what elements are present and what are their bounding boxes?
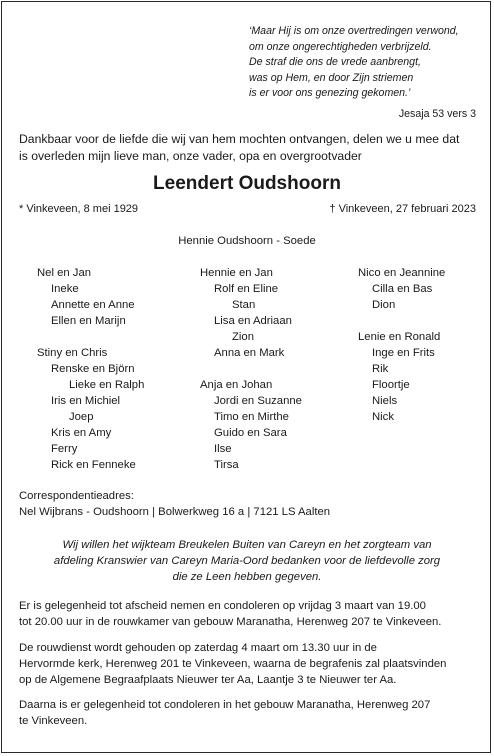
correspondence-address	[19, 488, 330, 520]
condolence-info	[19, 697, 430, 729]
info-line: De rouwdienst wordt gehouden op zaterdag 4 maart om 13.30 uur in de	[19, 642, 377, 654]
family-member: Zion	[232, 331, 254, 343]
family-couple: Anja en Johan	[200, 379, 273, 391]
family-member: Timo en Mirthe	[214, 411, 289, 423]
family-member: Inge en Frits	[372, 347, 435, 359]
info-line: op de Algemene Begraafplaats Nieuwer ter Aa, Laantje 3 te Nieuwer ter Aa.	[19, 674, 397, 686]
quote-line: is er voor ons genezing gekomen.’	[249, 87, 411, 99]
correspondence-line: Nel Wijbrans - Oudshoorn | Bolwerkweg 16 a | 7121 LS Aalten	[19, 506, 331, 518]
spacer	[37, 329, 144, 345]
quote-line: was op Hem, en door Zijn striemen	[249, 71, 414, 84]
deceased-name: Leendert Oudshoorn	[153, 173, 341, 194]
family-member: Rik	[372, 363, 389, 375]
thanks-line: die ze Leen hebben gegeven.	[172, 571, 322, 583]
family-member: Lieke en Ralph	[69, 379, 145, 391]
family-column-1	[37, 265, 144, 473]
family-member: Niels	[372, 395, 398, 407]
intro-text	[19, 131, 459, 165]
family-member: Anna en Mark	[214, 347, 285, 359]
family-member: Joep	[69, 411, 94, 423]
family-member: Lisa en Adriaan	[214, 315, 292, 327]
intro-line: is overleden mijn lieve man, onze vader, opa en overgrootvader	[19, 149, 362, 163]
family-column-3	[358, 265, 445, 425]
family-member: Cilla en Bas	[372, 283, 433, 295]
family-member: Jordi en Suzanne	[214, 395, 302, 407]
family-member: Ellen en Marijn	[51, 315, 126, 327]
thanks-text	[0, 537, 494, 585]
thanks-line: Wij willen het wijkteam Breukelen Buiten van Careyn en het zorgteam van	[62, 539, 432, 551]
family-member: Guido en Sara	[214, 427, 287, 439]
family-member: Stan	[232, 299, 256, 311]
widow-name: Hennie Oudshoorn - Soede	[178, 235, 316, 247]
death-info: † Vinkeveen, 27 februari 2023	[329, 203, 476, 215]
family-couple: Stiny en Chris	[37, 347, 108, 359]
intro-line: Dankbaar voor de liefde die wij van hem mochten ontvangen, delen we u mee dat	[19, 132, 460, 146]
family-member: Rolf en Eline	[214, 283, 279, 295]
farewell-info	[19, 598, 441, 630]
family-member: Ineke	[51, 283, 79, 295]
info-line: te Vinkeveen.	[19, 715, 88, 727]
quote-line: De straf die ons de vrede aanbrengt,	[249, 56, 421, 68]
family-couple: Nico en Jeannine	[358, 267, 446, 279]
info-line: Er is gelegenheid tot afscheid nemen en condoleren op vrijdag 3 maart van 19.00	[19, 600, 426, 612]
info-line: tot 20.00 uur in de rouwkamer van gebouw Maranatha, Herenweg 207 te Vinkeveen.	[19, 616, 442, 628]
bible-quote	[249, 24, 459, 102]
family-member: Nick	[372, 411, 394, 423]
family-member: Tirsa	[214, 459, 239, 471]
family-member: Dion	[372, 299, 396, 311]
family-couple: Nel en Jan	[37, 267, 92, 279]
info-line: Daarna is er gelegenheid tot condoleren in het gebouw Maranatha, Herenweg 207	[19, 699, 431, 711]
spacer	[358, 313, 445, 329]
quote-reference: Jesaja 53 vers 3	[398, 108, 476, 120]
family-member: Iris en Michiel	[51, 395, 121, 407]
family-member: Rick en Fenneke	[51, 459, 136, 471]
family-member: Kris en Amy	[51, 427, 112, 439]
quote-line: om onze ongerechtigheden verbrijzeld.	[249, 40, 432, 53]
family-member: Floortje	[372, 379, 410, 391]
family-member: Ferry	[51, 443, 78, 455]
spacer	[200, 361, 302, 377]
family-member: Renske en Björn	[51, 363, 135, 375]
quote-line: ‘Maar Hij is om onze overtredingen verwond,	[249, 25, 459, 37]
funeral-info	[19, 640, 446, 688]
info-line: Hervormde kerk, Herenweg 201 te Vinkeveen, waarna de begrafenis zal plaatsvinden	[19, 658, 447, 670]
birth-info: * Vinkeveen, 8 mei 1929	[19, 203, 139, 215]
family-couple: Lenie en Ronald	[358, 331, 441, 343]
family-member: Ilse	[214, 443, 232, 455]
family-couple: Hennie en Jan	[200, 267, 273, 279]
family-column-2	[200, 265, 302, 473]
thanks-line: afdeling Kranswier van Careyn Maria-Oord bedanken voor de liefdevolle zorg	[53, 555, 441, 567]
correspondence-label: Correspondentieadres:	[19, 490, 134, 502]
family-member: Annette en Anne	[51, 299, 135, 311]
